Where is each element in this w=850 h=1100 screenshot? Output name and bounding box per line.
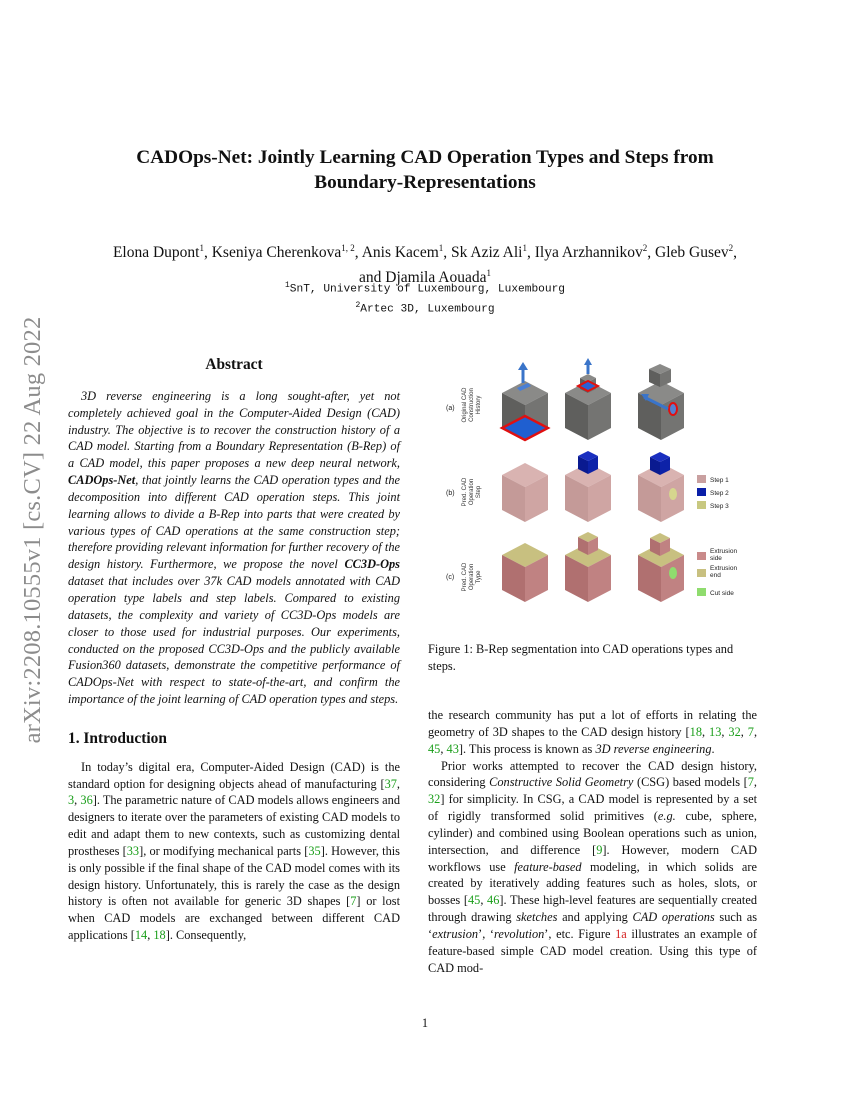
row-title-b [462, 477, 482, 506]
citation-link[interactable]: 13 [709, 724, 722, 739]
left-column [68, 357, 400, 944]
citation-link[interactable]: 3 [68, 793, 75, 808]
citation-link[interactable]: 43 [446, 741, 459, 756]
svg-text:Pred. CAD: Pred. CAD [462, 477, 468, 507]
citation-link[interactable]: 35 [308, 843, 321, 858]
affiliation: $^1$SnT, University of Luxembourg, Luxembourg [284, 281, 566, 296]
legend-swatch-cut-side [697, 588, 706, 596]
figure-caption: Figure 1: B-Rep segmentation into CAD operations types and steps. [428, 642, 734, 673]
affiliation: $^2$Artec 3D, Luxembourg [355, 300, 495, 316]
abstract-text: 3D reverse engineering is a long sought-after, yet not completely achieved goal in the Computer-Aided Design (CAD) industry. The objective is to recover the construction history of a CAD model. Starting from a Boundary Representation (B-Rep) of a CAD model, this paper proposes a new deep neural network, CADOps-Net, that jointly learns the CAD operation types and the decomposition into different CAD operation steps. This joint learning allows to divide a B-Rep into parts that were created by various types of CAD operations at the same construction step; therefore providing relevant information for further recovery of the design history. Furthermore, we propose the novel CC3D-Ops dataset that includes over 37k CAD models annotated with CAD operation type labels and step labels. Compared to existing datasets, the complexity and variety of CC3D-Ops models are closer to those used for industrial purposes. Our experiments, conducted on the proposed CC3D-Ops and the publicly available Fusion360 datasets, demonstrate the competitive performance of CADOps-Net with respect to state-of-the-art, and confirm the importance of the joint learning of CAD operation types and steps. [68, 388, 400, 707]
legend-swatch-step3 [697, 501, 706, 509]
legend-swatch-extrusion-side [697, 552, 706, 560]
svg-text:Construction: Construction [469, 388, 475, 422]
citation-link[interactable]: 7 [350, 894, 357, 909]
citation-link[interactable]: 36 [80, 793, 93, 808]
legend-extrusion-side: Extrusion side [710, 548, 738, 562]
figure-link[interactable]: 1a [615, 926, 627, 941]
citation-link[interactable]: 32 [728, 724, 741, 739]
citation-link[interactable]: 46 [487, 893, 500, 908]
citation-link[interactable]: 33 [126, 843, 140, 858]
author: Anis Kacem$^1$, [361, 243, 451, 262]
legend-cut-side: Cut side [710, 590, 734, 597]
svg-text:Operation: Operation [469, 563, 475, 591]
cad-model-b3 [638, 452, 684, 522]
intro-heading: 1. Introduction [68, 729, 167, 747]
abstract-heading: Abstract [205, 356, 263, 373]
citation-link[interactable]: 32 [428, 792, 441, 807]
svg-text:Original CAD: Original CAD [462, 387, 468, 423]
author: Kseniya Cherenkova$^{1, 2}$, [211, 243, 362, 262]
svg-text:History: History [476, 395, 482, 415]
svg-text:Pred. CAD: Pred. CAD [462, 562, 468, 592]
affiliations [100, 278, 750, 317]
author: Elona Dupont$^1$, [112, 243, 212, 262]
svg-text:Type: Type [476, 570, 482, 584]
paragraph: the research community has put a lot of efforts in relating the geometry of 3D shapes to the CAD design history [18, 13, 32, 7, 45, 43]. This process is known as 3D reverse engineering. [428, 708, 758, 756]
cad-model-b1 [502, 463, 548, 522]
arxiv-sidebar-stamp [14, 250, 52, 810]
row-label-c: (c) [446, 574, 455, 581]
right-column [428, 707, 757, 977]
citation-link[interactable]: 7 [747, 775, 754, 790]
legend-steps [697, 475, 729, 510]
row-title-a [462, 387, 482, 423]
svg-text:Step 1: Step 1 [710, 477, 729, 484]
dataset-name: CC3D-Ops [344, 557, 400, 572]
row-title-c [462, 562, 482, 591]
cad-model-c3 [638, 533, 684, 602]
svg-text:Operation: Operation [469, 478, 475, 506]
paper-title: CADOps-Net: Jointly Learning CAD Operation Types and Steps from Boundary-Representations [136, 147, 714, 193]
legend-swatch-extrusion-end [697, 569, 706, 577]
citation-link[interactable]: 14 [134, 928, 148, 943]
svg-text:Step 2: Step 2 [710, 490, 729, 497]
cad-model-a3 [638, 364, 684, 440]
method-name: CADOps-Net [68, 473, 136, 488]
cad-model-a2 [565, 358, 611, 440]
svg-text:Step 3: Step 3 [710, 503, 729, 510]
cad-model-a1 [502, 362, 548, 440]
citation-link[interactable]: 9 [596, 842, 603, 857]
citation-link[interactable]: 18 [689, 724, 702, 739]
citation-link[interactable]: 7 [747, 724, 754, 739]
cad-model-c2 [565, 532, 611, 602]
intro-paragraph: In today’s digital era, Computer-Aided Design (CAD) is the standard option for designing objects ahead of manufacturing [37, 3, 36]. The parametric nature of CAD models allows engineers and designers to iterate over the parameters of existing CAD models to edit and adapt them to new contexts, such as customizing dental prostheses [33], or modifying mechanical parts [35]. However, this is only possible if the final shape of the CAD model comes with its design history. Unfortunately, this is rarely the case as the design history is often not available for generic 3D shapes [7] or lost when CAD models are exchanged between different CAD applications [14, 18]. Consequently, [68, 759, 400, 943]
author: Ilya Arzhannikov$^2$, [534, 243, 656, 262]
citation-link[interactable]: 45 [428, 741, 441, 756]
author: Gleb Gusev$^2$, [655, 243, 738, 262]
cad-model-c1 [502, 543, 548, 602]
page-number: 1 [421, 1016, 429, 1030]
citation-link[interactable]: 37 [384, 776, 397, 791]
legend-swatch-step1 [697, 475, 706, 483]
author: Sk Aziz Ali$^1$, [451, 243, 535, 262]
legend-swatch-step2 [697, 488, 706, 496]
row-label-b: (b) [446, 490, 455, 497]
legend-types [697, 548, 737, 597]
author: and Djamila Aouada$^1$ [359, 268, 491, 287]
arxiv-id: arXiv:2208.10555v1 [cs.CV] 22 Aug 2022 [19, 316, 46, 744]
paragraph: Prior works attempted to recover the CAD design history, considering Constructive Solid Geometry (CSG) based models [7, 32] for simplicity. In CSG, a CAD model is represented by a set of rigidly transformed solid primitives (e.g. cube, sphere, cylinder) and combined using Boolean operations such as union, intersection, and difference [9]. However, modern CAD workflows use feature-based modeling, in which solids are created by iteratively adding features such as holes, slots, or bosses [45, 46]. These high-level features are sequentially created through drawing sketches and applying CAD operations such as ‘extrusion’, ‘revolution’, etc. Figure 1a illustrates an example of feature-based simple CAD model creation. Using this type of CAD mod- [428, 758, 758, 975]
citation-link[interactable]: 18 [153, 928, 166, 943]
legend-extrusion-end: Extrusion end [710, 565, 738, 579]
svg-text:Step: Step [476, 485, 482, 499]
row-label-a: (a) [446, 405, 455, 412]
cad-model-b2 [565, 451, 611, 522]
figure-1 [440, 353, 758, 611]
citation-link[interactable]: 45 [467, 893, 481, 908]
